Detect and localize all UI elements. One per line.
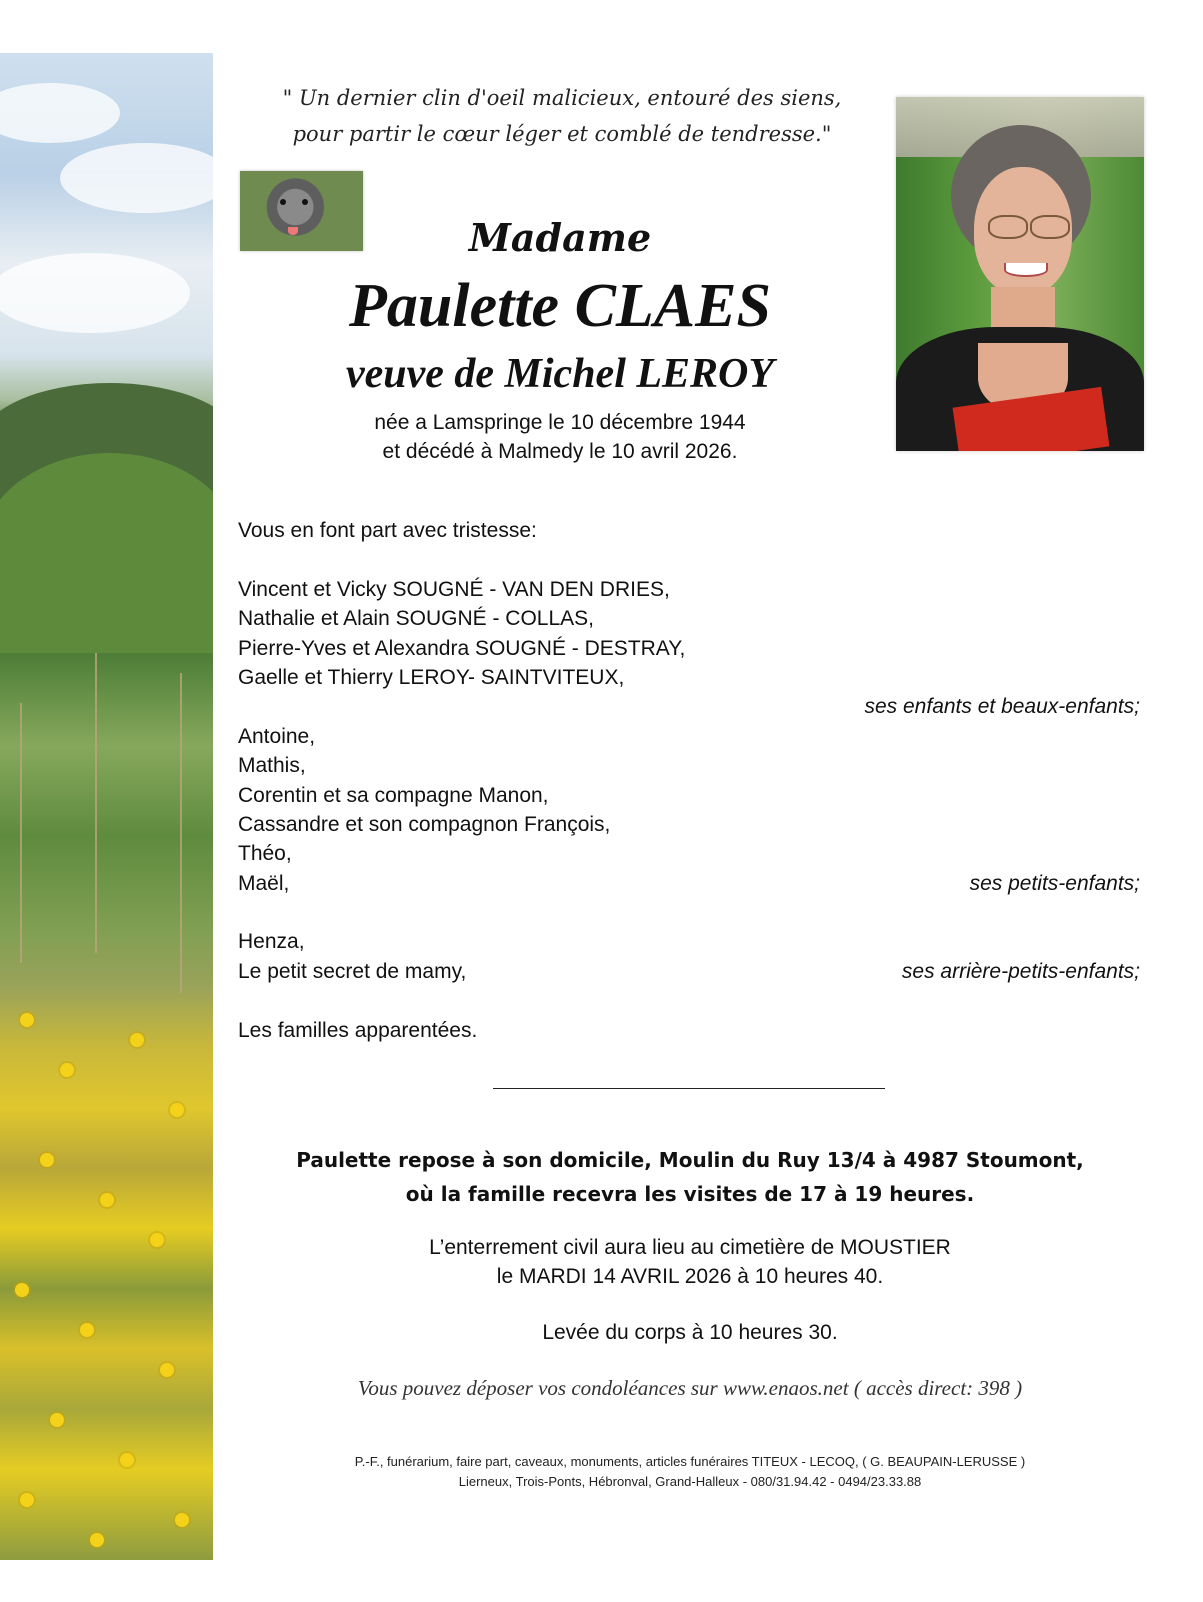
burial-info — [240, 1233, 1140, 1291]
footer-line-1: P.-F., funérarium, faire part, caveaux, monuments, articles funéraires TITEUX - LECOQ, ( G. BEAUPAIN-LERUSSE ) — [354, 1454, 1026, 1469]
life-dates — [260, 408, 860, 466]
family-announcement — [238, 516, 1140, 1045]
epitaph-quote — [230, 80, 894, 152]
list-item: Antoine, — [238, 724, 316, 748]
list-item: Maël, — [238, 871, 290, 895]
list-item: Le petit secret de mamy, — [238, 959, 467, 983]
portrait-photo — [896, 97, 1144, 451]
list-item: Mathis, — [238, 754, 306, 778]
burial-line-2: le MARDI 14 AVRIL 2026 à 10 heures 40. — [496, 1265, 884, 1288]
burial-line-1: L’enterrement civil aura lieu au cimetière de MOUSTIER — [429, 1236, 951, 1259]
list-item: Corentin et sa compagne Manon, — [238, 783, 549, 807]
families-line: Les familles apparentées. — [238, 1018, 478, 1042]
great-grandchildren-relation: ses arrière-petits-enfants; — [901, 959, 1140, 983]
children-relation: ses enfants et beaux-enfants; — [864, 695, 1140, 719]
divider — [493, 1088, 885, 1089]
list-item: Cassandre et son compagnon François, — [238, 812, 611, 836]
list-item: Pierre-Yves et Alexandra SOUGNÉ - DESTRAY, — [238, 636, 686, 660]
announcement-line: Vous en font part avec tristesse: — [238, 519, 537, 542]
birth-line: née a Lamspringe le 10 décembre 1944 — [374, 411, 746, 434]
list-item: Nathalie et Alain SOUGNÉ - COLLAS, — [238, 607, 594, 631]
landscape-photo — [0, 53, 213, 1560]
quote-line-2: pour partir le cœur léger et comblé de tendresse." — [292, 122, 832, 146]
death-line: et décédé à Malmedy le 10 avril 2026. — [382, 440, 738, 463]
list-item: Henza, — [238, 930, 305, 954]
quote-line-1: " Un dernier clin d'oeil malicieux, entouré des siens, — [282, 86, 842, 110]
footer-line-2: Lierneux, Trois-Ponts, Hébronval, Grand-Halleux - 080/31.94.42 - 0494/23.33.88 — [458, 1474, 922, 1489]
visit-line-1: Paulette repose à son domicile, Moulin du Ruy 13/4 à 4987 Stoumont, — [296, 1148, 1084, 1172]
visit-info — [240, 1143, 1140, 1211]
condolences-info: Vous pouvez déposer vos condoléances sur www.enaos.net ( accès direct: 398 ) — [357, 1376, 1023, 1400]
deceased-name: Paulette CLAES — [349, 272, 771, 340]
title-madame: Madame — [468, 215, 652, 260]
list-item: Théo, — [238, 842, 292, 866]
levee-info: Levée du corps à 10 heures 30. — [542, 1321, 838, 1344]
funeral-home-footer — [240, 1452, 1140, 1492]
grandchildren-relation: ses petits-enfants; — [969, 871, 1140, 895]
visit-line-2: où la famille recevra les visites de 17 à 19 heures. — [405, 1182, 975, 1206]
list-item: Vincent et Vicky SOUGNÉ - VAN DEN DRIES, — [238, 577, 670, 601]
widow-of: veuve de Michel LEROY — [345, 351, 775, 397]
list-item: Gaelle et Thierry LEROY- SAINTVITEUX, — [238, 665, 625, 689]
